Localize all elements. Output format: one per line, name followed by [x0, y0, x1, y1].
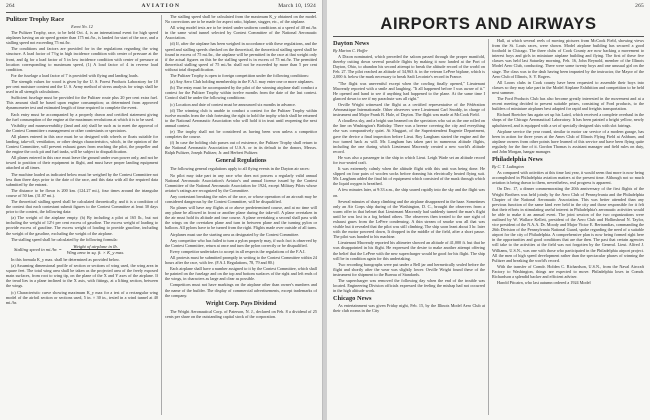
body-paragraph: All protests must be submitted promptly in writing to the Contest Committee within 24 hours after the race, with fee. (F.A.I. Regulations, 78, 79 and 80.) — [165, 254, 317, 266]
body-paragraph: A few minutes later, at 9:33 a.m., the ship soared rapidly into the sky and the flight was on. — [333, 187, 485, 198]
body-paragraph: The Pulitzer Trophy, race, to be held Oct. 4, is an international event for high speed airplanes having an air speed greater than 175 mi./hr., is landed for start of the race, and a stalling speed not exceeding 75 mi./hr. — [6, 30, 158, 46]
body-paragraph: (a) The weight of the airplane empty. (b) By including a pilot at 165 lb., but not including the weight of 12½ per cent excess of gasoline. The excess weight of loading to provide excess of gasoline. The excess weight of loading to provide gasoline, including the weight of the gasoline, excluding the weight of the airplane. — [6, 215, 158, 236]
body-paragraph: Two recording barographs were put under a Bell jar and hermetically sealed before the flight and shortly after the wear was slightly lower. Orville Wright found these of the instrument for shipment to the Bureau of Standards. — [333, 261, 485, 277]
right-page-column-1 — [333, 38, 485, 417]
left-page — [0, 0, 323, 420]
body-paragraph: A Dixon nominated, which preceded the saloon passed through the proper manifold, thereby cutting down several possible flights by making it now landed at the Port of Dayton, Ohio, to abandon his second attempt to break the altitude record of the world on Feb. 27. The pilot reached an altitude of 34,963 ft. in the veteran LePere biplane, which is 2,000 ft. below the mark necessary to break Sadi Lecointe's record in France. — [333, 54, 485, 80]
body-paragraph: Lieutenant Macready reported his altimeter showed an altitude of 41,000 ft. but that he was disappointed in his flight. He expressed the desire to make another attempt offering the belief that the LePere with the new supercharger would be good for his flight. The ship will be in condition again for this undertaking. — [333, 240, 485, 261]
section-title: AIRPORTS AND AIRWAYS — [380, 15, 597, 33]
stalling-speed-formula — [14, 244, 158, 255]
left-page-number: 264 — [6, 3, 15, 9]
body-paragraph: As entertainment was given Friday night, Feb. 15, by the Illinois Model Aero Club at their club rooms in the City — [333, 303, 485, 314]
body-paragraph: In this formula K_y max. shall be determined as provided below. — [11, 256, 120, 262]
body-paragraph: As compared with activities at this time last year, it would seem that more is now being accomplished in Philadelphia aviation matters at the present time. Although not so much aviation is being drawn to them, nevertheless, real progress is apparent. — [492, 170, 644, 186]
right-column-divider — [488, 39, 489, 415]
article-heading-wright-dividend: Wright Corp. Pays Dividend — [205, 300, 277, 307]
body-paragraph: Richard Boetcher has again set up his Laird, which received a complete overhaul in the shops of the Chicago Aeronautical Laboratory. It has been painted a bright yellow, newly upholstered, and is equipped with a set of specially designed skis with slot fairings. — [492, 112, 644, 128]
body-paragraph: No planes will have any flights at or above predetermined course, and at no time will any plane be allowed in front or another plane during the take-off. A plane overtaken in the air must hold its altitude and true course. A plane overtaking a second shall pass with the wings on the overtaken plane and turn in between plane and the turning pylon or balloon. All pylons have to be turned from the right. Flights made over outside of all turns. — [165, 205, 317, 231]
body-paragraph: Harold Pitcairn, who last autumn ordered a 1924 Model — [497, 280, 591, 286]
body-paragraph: All Loons clubs in Cook county have been requested to assemble their boys into classes so they may take part in the Model Airplane Exhibition and competition to be held next summer. — [492, 79, 644, 95]
left-page-column-2 — [165, 14, 317, 417]
formula-lhs: Stalling speed in mi./hr. = — [14, 246, 62, 252]
body-paragraph: On Dec. 17, a dinner commemorating the 20th anniversary of the first flights of the Wright Brothers was held jointly by the Aero Club of Pennsylvania and the Philadelphia Chapter of the National Aeronautic Association. This was better attended than any previous function of the same kind ever held in the city and those responsible for it felt that their efforts in stimulating useful interest in Philadelphia's aeronautic activities would be able to make it an annual event. The joint session of the two organizations were outlined by W. Wallace Kellett, president of the Aero Club and Hollinshead N. Taylor, vice president of the N.A.A. Dr. Moody and Major Victor E. Bertrandias, commanding the 26th Division of the Pennsylvania National Guard, spoke regarding the need of a suitable airport for the city of Philadelphia. A comprehensive plan is now being formed right here in the opportunities and good conditions that are due then. The past that certain agencies will take to the activities at the field was not forgotten by the General. Lieut. Alfred J. Williams, U.S.N., was one with those who participated in the Philadelphia airport project. All the men of high speed development rather than the spectacular phases of winning the Pulitzer and breaking the world's record. — [492, 186, 644, 263]
body-paragraph: (f) In case the holding club passes out of existence, the Pulitzer Trophy shall return to the National Aeronautic Association of U.S.A. or in its default to the donors, Messrs. Ralph Pulitzer, Joseph Pulitzer, Jr. and Herbert Pulitzer. — [165, 140, 317, 156]
body-paragraph: The Pulitzer Trophy is open to foreign competition under the following conditions: — [170, 73, 309, 79]
body-paragraph: He was also a passenger in the ship in which Lieut. Leigh Wade set an altitude record for two-seated craft. — [333, 154, 485, 165]
formula-denominator: Wing area in sq. ft. × K_y max. — [66, 249, 125, 255]
body-paragraph: The distance to be flown is 200 km. (124.27 mi.), four times around the triangular course of 50 km. (31.07 mi.). — [6, 187, 158, 198]
article-byline: By Marion C. Hoffer — [333, 48, 368, 53]
formula-fraction — [65, 244, 127, 255]
article-heading-dayton: Dayton News — [333, 40, 370, 47]
body-paragraph: Orville Wright witnessed the flight as a certified representative of the Fédération Aéronautique Internationale. Other observers were Lieutenant Carl Snoddy, in charge of instrument and Major Frank B. Hale, of Dayton. The flight was made at McCook Field. — [333, 101, 485, 118]
body-paragraph: (c) Characteristic curve showing maximum K_y max for a test of a rectangular wing model of the airfoil section or sections used, 5 in. × 30 in., tested in a wind tunnel at 40 mi./hr. — [6, 289, 158, 305]
body-paragraph: Competitors must not have markings on the airplane other than owner's numbers and the name of the builder. The display of commercial advertisements, except trademarks of the company. — [165, 282, 317, 298]
body-paragraph: The conditions and factors are provided for in the regulations regarding the wing structure. A load factor of 7½g in high incidence condition with center of pressure at the front, and 4g for a load factor of 5 in low incidence condition with center of pressure at location corresponding to maximum speed, (1) A load factor of 4 in reverse load condition. — [6, 46, 158, 72]
body-paragraph: The following general regulations apply to all flying events in the Dayton air races: — [170, 166, 310, 172]
body-paragraph: Several minutes of sharp climbing and the airplane disappeared in the haze. Sometimes only an Air Corps ship during of the Washington, D. C., brought the observers from a warm offer in that helmet that Lieutenant Macready had suddenly turned the man's flight until he was lost in a fog behind others. The observers then treated to the rare sight of exhaust gases from the LePere condensing. A thin stream of smoke was all that was visible but it revealed that the pilot was still climbing. The ship soon leant about 3 hr. later with the motor powered down, It dropped in the middle of the field, after a short pause. The pilot was handed to his machine. — [333, 198, 485, 240]
body-paragraph: Any contestant breaking the rules of the race, or whose operation of an aircraft may be considered dangerous by the Contest Committee, will be disqualified. — [165, 193, 317, 204]
body-paragraph: (a) Any Aero Club holding membership in the F.A.I. may enter one or more airplanes. — [170, 79, 314, 85]
body-paragraph: Sufficient fuselage must be provided for the Pulitzer route plus 20 per cent extra fuel. This amount shall be based upon engine consumption; as determined from approved dynamometer test and estimated length of time required to complete the event. — [6, 95, 158, 111]
left-header-rule — [6, 12, 316, 13]
body-paragraph: With the transfer of Comdr. Holden C. Richardson, U.S.N., from the Naval Aircraft Factory to Washington, things are expected to move. Philadelphia loses in Comdr. Richardson a splendid backer and efficient adviser. — [492, 263, 644, 280]
right-page-number: 265 — [635, 3, 644, 9]
body-paragraph: For the fuselage a load factor of 7 is provided with flying and landing loads. — [11, 72, 139, 78]
left-running-head — [6, 3, 316, 12]
body-paragraph: (a) Assuming dimensional profile of section or sections of wing used, the wing area in square feet. The total wing area shall be taken as the projected area of the freely exposed main surfaces, from root to wing tip, on the plane of the X and Y axes of the airplane. If the tread lies in a plane inclined to the X axis, with fittings, at a lifting section, between the wings. — [6, 263, 158, 289]
body-paragraph: No pilot may take part in any race who does not possess a regularly valid annual National Aeronautic Association's Aviator's and annual license issued by the Contest Committee of the National Aeronautic Association for 1924, except Military Pilots whose aviator's ratings are recognized by the Committee. — [165, 172, 317, 193]
body-paragraph: "The flight was uneventful except when the cowling finally opened," Lieutenant Macready reported with a smile and laughing. "It all happened before I was aware of it." He opened and hand to see if anything had happened to the plane. At the same time I glanced down to see if my parachute was all right." — [333, 80, 485, 101]
body-paragraph: All planes entered in this race must leave the ground under own power only, and not be towed to position of their equipment in flight, and must have proper landing equipment attached at all times. — [6, 155, 158, 171]
left-page-column-1 — [6, 14, 158, 417]
body-paragraph: The strength values for wood is given by the U. S. Forest Products Laboratory for 10 per cent moisture content and the U. S. Army method of stress analysis for wings shall be used in all strength calculations. — [6, 78, 158, 95]
body-paragraph: The Wright Aeronautical Corp. of Paterson, N. J., declared on Feb. 8 a dividend of 25 cents per share on the outstanding capital stock of the corporation. — [165, 308, 317, 319]
body-paragraph: Hall, at which several reels of moving pictures from McCook Field, showing views from the St. Louis races, were shown. Model airplane building has secured a good foothold in Chicago. The three clubs of Cook County are now backing a movement to interest boys and girls in miniature airplane building and flying. The first of these five classes was held last Saturday morning, Feb. 16, John Reynold, member of the Illinois Model Aero Club, conducting. There were some twenty boys and one unusual girl on the stage. The class was to the dash having been imparted by the instructor, the Mayor of the Aero Club of Illinois, S. Y. Rogers. — [492, 38, 644, 79]
right-header-rule — [333, 36, 644, 37]
body-paragraph: Visibility and maneuverability (land and air) shall be such as to meet the approval of the Contest Committee s management or other contestants or spectators. — [6, 122, 158, 133]
article-heading-pulitzer: Pulitzer Trophy Race — [6, 16, 65, 23]
body-paragraph: (c) Location and date of contest must be announced six months in advance. — [170, 101, 296, 107]
body-paragraph: Airplane service the year round, similar to motor car service of a modern garage, has been in action for three years at the Ames Club of Illinois Flying Field at Ashburn, and airplane owners from other points have learned of this service and have been flying quite regularly for the fine of it. Gordon Thomas is assistant manager and field rules on duty, and John Morgan, hangar manager. — [492, 128, 644, 154]
body-paragraph: The machine loaded as indicated below must be weighed by the Contest Committee not less than three days prior to the date of the race, and this data with all the required data submitted by the entrant. — [6, 171, 158, 187]
article-heading-general-regulations: General Regulations — [215, 158, 267, 165]
left-column-divider — [161, 15, 162, 415]
body-paragraph: The supercharger was removed the following day when the end of the trouble was located. Engineering Division officials expressed the feeling the mishap had not occurred in the high altitude work. — [333, 278, 485, 294]
body-paragraph: All wing model tests are to be tested under uniform conditions at a speed of 40 mi./hr. in the same wind tunnel selected by Contest Committee of the National Aeronautic Association. — [165, 25, 317, 41]
body-paragraph: The theoretical stalling speed shall be calculated theoretically, and it is a condition of the contest that each contestant submit figures to the Contest Committee at least 30 days prior to the contest, the following data: — [6, 199, 158, 215]
article-byline: By C. T. Ludington — [492, 164, 524, 170]
right-page — [327, 0, 650, 420]
body-paragraph: The stalling speed shall be calculated by the following formula: — [11, 236, 118, 242]
left-issue-date: March 10, 1924 — [278, 3, 316, 9]
body-paragraph: Each entry must be accompanied by a properly drawn and certified statement giving the fuel consumption of the engine at the maximum revolutions at which it is to be used. — [6, 111, 158, 122]
article-heading-philadelphia: Philadelphia News — [492, 156, 543, 164]
right-running-head — [333, 3, 644, 12]
body-paragraph: A cloudless sky, and a bright sun beamed on the spectators who sat as the one rolled on the line on Washington's Birthday. There was a breeze covering the city and everything else was comparatively quiet. At Sluggart, of the Superintendent Eugenie Department, gave the device a final inspection before Lieut. Roy Langham started the engine and the two turned back as will. Mr. Langham has taken part in numerous altitude flights, including the one during which Lieutenant Macready created a new world's altitude record. — [333, 118, 485, 154]
right-page-column-2 — [492, 38, 644, 417]
left-running-title: AVIATION — [141, 3, 181, 9]
body-paragraph: (b) The entry must be accompanied by the pilot of the winning airplane shall conduct a contest for the Pulitzer Trophy within twelve months from the date of the last contest. Control shall be under the following conditions: — [165, 85, 317, 101]
body-paragraph: Any competitor who has failed to turn a pylon properly may, if such fact is observed by the Contest Committee, return at once and turn the pylon correctly or be disqualified. — [165, 237, 317, 248]
article-subheading-event: Event No. 12 — [71, 24, 93, 29]
body-paragraph: It was extremely calmly when the altitude flight with this unit was being done. He slipped on four pairs of woolen socks before donning his electrically heated flying suit. Mr. Langham added the final bit of equipment which consisted of the mask through which the liquid oxygen is breathed. — [333, 166, 485, 187]
body-paragraph: (e) The trophy shall not be considered as having been won unless a competitor completes the course. — [165, 128, 317, 140]
body-paragraph: The stalling speed shall be calculated from the maximum K_y obtained on the model. No corrections are to be made for aspect ratio, biplane, stagger, etc., of the airplane. — [165, 14, 317, 25]
body-paragraph: All planes entered in this race must be so designed with wheels or floats suitable for landing, take-off, ventilation, or other design characteristics, which, in the opinion of the Contest Committee, will prevent exhaust gases from reaching the pilot, the propeller and the engine the cock pit and fuel tanks, will be subject to disqualification. — [6, 133, 158, 155]
formula-numerator: Weight of airplane in lb. — [73, 243, 118, 249]
body-paragraph: Airplanes must use the starting area as designated by the Contest Committee. — [170, 231, 300, 237]
body-paragraph: (d) If, after the airplane has been weighed in accordance with these regulations, and the speed and stalling speeds checked on the theoretical, the theoretical stalling speed shall be found in excess of 75 mi./hr., the airplane will be permitted in the race at that weight only if the actual figures on this be the stalling speed is in excess of 75 mi./hr. The permitted theoretical stalling speed of 75 mi./hr. shall not be exceeded by more than 5 per cent without total disqualification. — [165, 41, 317, 72]
article-heading-chicago: Chicago News — [333, 295, 372, 303]
body-paragraph: Every competitor undertakes to accept in all respects the regulations of the F.A.I. — [170, 248, 306, 254]
body-paragraph: (d) The winning club is unable to conduct a contest for the Pulitzer Trophy within twelve months from the club fortesting the right to hold the trophy which shall be returned to the National Aeronautic Association who will hold it in trust until reopening the next annual contest. — [165, 107, 317, 128]
body-paragraph: Each airplane shall have a number assigned to it by the Contest Committee, which shall be painted on the fuselage and on the top and bottom surfaces of the right and left ends of the wings, in characters as large and clear as possible. — [165, 266, 317, 282]
body-paragraph: The Ford Products Club has also become greatly interested in the movement and at a recent meeting decided to present suitable prizes, consisting of Ford products, to the builders of miniature airplanes best adapted for rapid and freights transportation. — [492, 96, 644, 112]
